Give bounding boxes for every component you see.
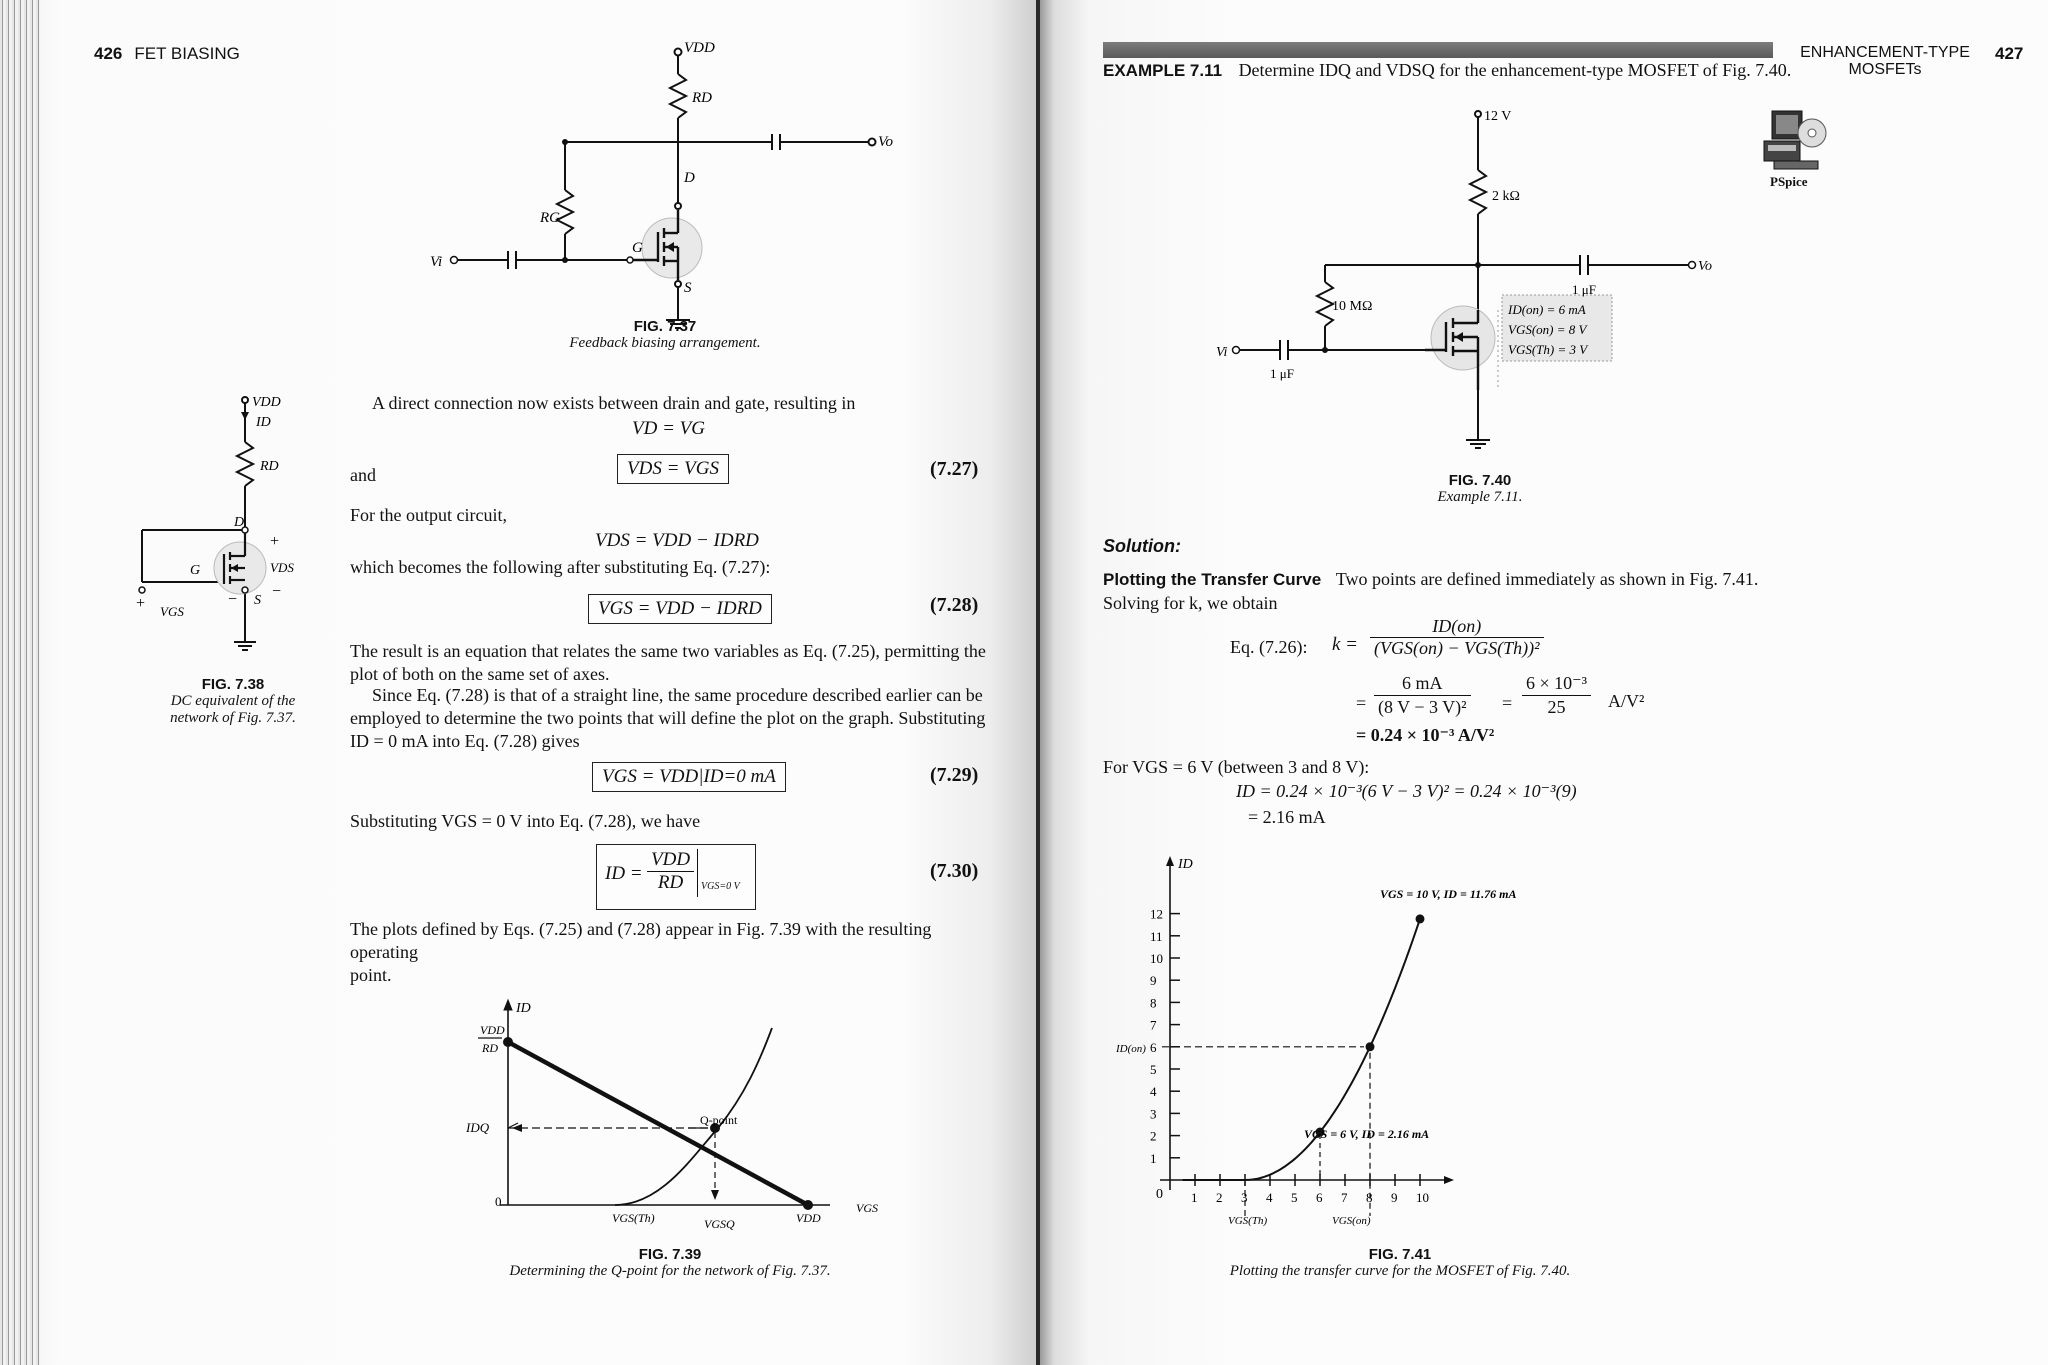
fig741-y-tick-label: 12 — [1150, 906, 1163, 922]
fig741-data-point — [1416, 914, 1425, 923]
right-page-number: 427 — [1995, 44, 2024, 63]
fig741-y-tick-label: 4 — [1150, 1084, 1157, 1100]
fig741-x-tick-label: 10 — [1416, 1190, 1429, 1205]
fig741-x-tick-label: 3 — [1241, 1190, 1248, 1205]
step-fraction-2 — [1522, 672, 1591, 719]
eq-7-30-condition: VGS=0 V — [701, 881, 740, 892]
solution-heading: Solution: — [1103, 536, 1181, 556]
example-banner — [1103, 42, 1773, 58]
fig741-label-zero: 0 — [1156, 1187, 1163, 1202]
equals-sign-1: = — [1356, 693, 1367, 713]
fig739-label-vgs: VGS — [856, 1201, 878, 1215]
right-head-line2: MOSFETs — [1848, 61, 1922, 78]
fig737-label-rg: RG — [540, 210, 560, 226]
eq-vds-output: VDS = VDD − IDRD — [595, 530, 759, 551]
fig739-label-vgsq: VGSQ — [704, 1217, 735, 1231]
fig741-y-tick-label: 5 — [1150, 1062, 1157, 1077]
fig-7-38-title: FIG. 7.38 — [201, 676, 265, 693]
fig740-label-rg: 10 MΩ — [1332, 299, 1373, 314]
eq-vd-vg: VD = VG — [632, 418, 705, 439]
eq-7-30-fraction — [647, 849, 694, 894]
fig741-label-vgs-on: VGS(on) — [1332, 1215, 1371, 1227]
fig741-label-id: ID — [1178, 857, 1193, 872]
fig738-plus-left: + — [136, 595, 146, 612]
para-plots-defined — [350, 918, 1000, 987]
book-binding-edge — [0, 0, 40, 1365]
fig737-label-d: D — [684, 170, 695, 186]
fig738-label-vdd: VDD — [252, 395, 281, 410]
fig739-label-vgs-th: VGS(Th) — [612, 1211, 655, 1225]
fig737-label-vdd: VDD — [684, 40, 715, 56]
para-straight-line — [350, 684, 1000, 753]
eq-7-29-number: (7.29) — [930, 764, 979, 786]
fig741-y-tick-label: 10 — [1150, 951, 1163, 966]
eq-7-30-box — [596, 844, 756, 910]
fig-7-39-text: Determining the Q-point for the network of Fig. 7.37. — [509, 1263, 831, 1279]
fig741-x-tick-label: 2 — [1216, 1190, 1223, 1205]
fig741-x-tick-label: 1 — [1191, 1190, 1198, 1205]
fig-7-41-title: FIG. 7.41 — [1368, 1246, 1432, 1263]
left-page-number: 426 — [94, 44, 123, 63]
fig738-label-s: S — [254, 593, 261, 608]
id-result: = 2.16 mA — [1248, 807, 1326, 827]
fig740-label-rd: 2 kΩ — [1492, 189, 1520, 204]
fig738-label-vds: VDS — [270, 560, 294, 575]
eq-7-26-label: Eq. (7.26): — [1230, 637, 1308, 657]
fig739-label-vdd-over-rd-num: VDD — [480, 1023, 505, 1037]
left-running-head — [94, 44, 240, 64]
fig-7-38-text-line2: network of Fig. 7.37. — [170, 710, 296, 726]
fig739-transfer-curve — [615, 1028, 772, 1205]
fig740-label-supply: 12 V — [1484, 109, 1512, 124]
example-statement: Determine IDQ and VDSQ for the enhancement-type MOSFET of Fig. 7.40. — [1238, 60, 1792, 80]
fig-7-37-text: Feedback biasing arrangement. — [569, 335, 761, 351]
para-output-circuit: For the output circuit, — [350, 505, 507, 525]
fig-7-39-title: FIG. 7.39 — [638, 1246, 702, 1263]
eq-7-30-lhs: ID = — [605, 863, 643, 884]
fig-7-37-title: FIG. 7.37 — [633, 318, 697, 335]
fig-7-41-plot — [1116, 850, 1660, 1240]
eq-7-30-den: RD — [657, 872, 684, 893]
eq-7-27-number: (7.27) — [930, 458, 979, 480]
k-fraction-den: (VGS(on) − VGS(Th))² — [1374, 638, 1540, 658]
fig-7-40-caption — [1370, 472, 1590, 506]
fig737-label-rd: RD — [692, 90, 712, 106]
para-direct-connection: A direct connection now exists between drain and gate, resulting in — [372, 393, 856, 413]
fig-7-40-title: FIG. 7.40 — [1448, 472, 1512, 489]
step1-den: (8 V − 3 V)² — [1378, 697, 1467, 717]
para-straight-line-1: Since Eq. (7.28) is that of a straight line, the same procedure described earlier can be — [372, 685, 983, 705]
fig741-label-id-on: ID(on) — [1116, 1043, 1146, 1055]
k-fraction-num: ID(on) — [1370, 616, 1544, 638]
right-head-line1: ENHANCEMENT-TYPE — [1800, 44, 1970, 61]
fig737-label-vo: Vo — [878, 134, 893, 150]
fig741-label-top-point: VGS = 10 V, ID = 11.76 mA — [1380, 887, 1517, 901]
step2-num: 6 × 10⁻³ — [1522, 672, 1591, 696]
fig738-plus-top: + — [270, 533, 280, 550]
fig741-x-tick-label: 5 — [1291, 1190, 1298, 1205]
eq-7-30-num: VDD — [647, 849, 694, 872]
fig741-y-tick-label: 7 — [1150, 1017, 1157, 1033]
fig740-label-vi: Vi — [1216, 345, 1228, 360]
pspice-label: PSpice — [1770, 174, 1808, 189]
para-plots-line2: point. — [350, 965, 392, 985]
fig741-x-tick-label: 6 — [1316, 1190, 1323, 1205]
fig740-label-cin: 1 μF — [1270, 366, 1294, 381]
left-head-title: FET BIASING — [134, 44, 240, 63]
word-and: and — [350, 465, 376, 485]
fig-7-37-caption — [510, 318, 820, 352]
fig740-spec3: VGS(Th) = 3 V — [1508, 342, 1588, 357]
fig-7-41-text: Plotting the transfer curve for the MOSFET of Fig. 7.40. — [1229, 1263, 1571, 1279]
fig741-label-vgs-th: VGS(Th) — [1228, 1215, 1268, 1227]
eq-7-29-box: VGS = VDD|ID=0 mA — [592, 762, 786, 792]
k-result: = 0.24 × 10⁻³ A/V² — [1356, 725, 1495, 745]
fig741-x-tick-label: 7 — [1341, 1190, 1348, 1205]
eq-7-28-number: (7.28) — [930, 594, 979, 616]
eq-7-28-box: VGS = VDD − IDRD — [588, 594, 772, 624]
fig741-y-tick-label: 3 — [1150, 1106, 1157, 1122]
fig741-x-tick-label: 4 — [1266, 1190, 1273, 1205]
equals-sign-2: = — [1502, 693, 1513, 713]
fig738-minus-left: − — [228, 591, 238, 608]
k-fraction — [1370, 616, 1544, 659]
fig-7-38-text-line1: DC equivalent of the — [170, 693, 296, 709]
fig740-spec2: VGS(on) = 8 V — [1508, 322, 1587, 337]
fig738-label-rd: RD — [260, 459, 279, 474]
para-result-line1: The result is an equation that relates the same two variables as Eq. (7.25), permitting the — [350, 641, 986, 661]
fig740-label-vo: Vo — [1698, 259, 1712, 274]
para-straight-line-2: employed to determine the two points that will define the plot on the graph. Substituting — [350, 708, 986, 728]
fig741-label-mid-point: VGS = 6 V, ID = 2.16 mA — [1304, 1127, 1430, 1141]
fig-7-38-circuit — [130, 390, 310, 660]
fig741-y-tick-label: 11 — [1150, 928, 1163, 944]
fig739-label-vdd-over-rd-den: RD — [482, 1041, 498, 1055]
runin-text: Two points are defined immediately as shown in Fig. 7.41. — [1335, 569, 1759, 589]
fig738-label-vgs: VGS — [160, 604, 184, 619]
right-running-head — [1780, 44, 1990, 78]
para-result — [350, 640, 990, 686]
fig741-y-tick-label: 9 — [1150, 973, 1157, 989]
for-vgs-line: For VGS = 6 V (between 3 and 8 V): — [1103, 757, 1370, 777]
fig-7-41-caption — [1200, 1246, 1600, 1280]
fig738-label-id: ID — [256, 415, 271, 430]
fig737-label-s: S — [684, 280, 692, 296]
fig741-y-tick-label: 6 — [1150, 1039, 1157, 1055]
fig-7-38-caption — [148, 676, 318, 727]
step-fraction-1 — [1374, 672, 1471, 719]
fig737-label-g: G — [632, 240, 643, 256]
fig741-y-tick-label: 1 — [1150, 1150, 1157, 1166]
fig739-label-vdd: VDD — [796, 1211, 821, 1225]
runin-heading: Plotting the Transfer Curve — [1103, 570, 1322, 589]
fig739-label-zero: 0 — [495, 1194, 502, 1209]
fig-7-40-circuit — [1200, 100, 1720, 460]
para-straight-line-3: ID = 0 mA into Eq. (7.28) gives — [350, 731, 580, 751]
step1-num: 6 mA — [1374, 672, 1471, 696]
fig739-load-line — [508, 1042, 808, 1205]
fig-7-39-plot — [460, 990, 890, 1250]
step2-unit: A/V² — [1608, 691, 1645, 711]
fig-7-37-circuit — [400, 30, 900, 360]
right-page — [1040, 0, 2048, 1365]
para-plots-line1: The plots defined by Eqs. (7.25) and (7.28) appear in Fig. 7.39 with the resulting operating — [350, 919, 932, 962]
solving-for-k: Solving for k, we obtain — [1103, 593, 1278, 613]
fig-7-40-text: Example 7.11. — [1437, 489, 1523, 505]
fig738-minus-right: − — [272, 583, 282, 600]
para-result-line2: plot of both on the same set of axes. — [350, 664, 610, 684]
k-equals: k = — [1332, 634, 1359, 655]
fig741-data-point — [1366, 1042, 1375, 1051]
eq-7-27-box: VDS = VGS — [617, 454, 729, 484]
pspice-computer-icon — [1760, 105, 1830, 175]
fig741-y-tick-label: 8 — [1150, 995, 1157, 1011]
fig738-label-g: G — [190, 563, 201, 578]
solution-intro-line — [1103, 568, 1758, 591]
fig740-spec1: ID(on) = 6 mA — [1508, 302, 1586, 317]
fig738-label-d: D — [234, 515, 245, 530]
fig739-label-qpoint: Q-point — [700, 1113, 738, 1127]
id-computation: ID = 0.24 × 10⁻³(6 V − 3 V)² = 0.24 × 10⁻³(9) — [1236, 781, 1577, 801]
fig741-x-tick-label: 9 — [1391, 1190, 1398, 1205]
fig737-label-vi: Vi — [430, 254, 443, 270]
eq-7-30-number: (7.30) — [930, 860, 979, 882]
para-substituting-vgs: Substituting VGS = 0 V into Eq. (7.28), we have — [350, 811, 701, 831]
example-statement-line — [1103, 60, 1791, 81]
fig739-label-idq: IDQ — [466, 1120, 490, 1135]
fig740-label-cout: 1 μF — [1572, 282, 1596, 297]
fig741-y-tick-label: 2 — [1150, 1128, 1157, 1144]
para-after-substituting: which becomes the following after substituting Eq. (7.27): — [350, 557, 771, 577]
fig741-x-tick-label: 8 — [1366, 1190, 1373, 1205]
example-label: EXAMPLE 7.11 — [1103, 61, 1223, 80]
fig-7-39-caption — [470, 1246, 870, 1280]
fig739-label-id: ID — [516, 1001, 531, 1016]
step2-den: 25 — [1547, 697, 1566, 717]
